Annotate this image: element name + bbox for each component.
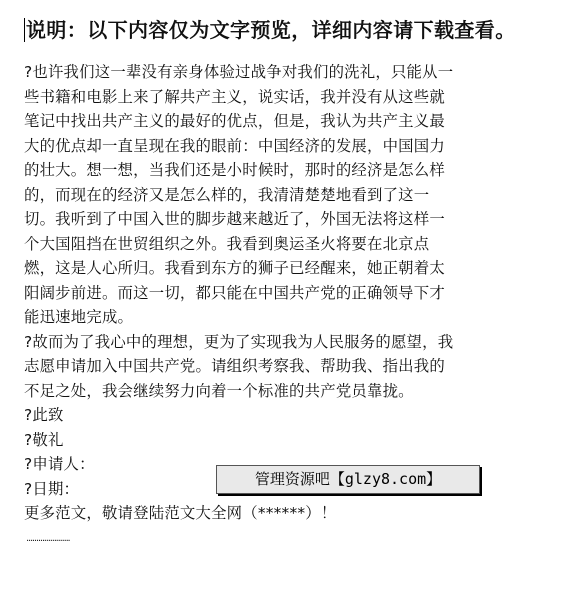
- body-line: 的壮大。想一想，当我们还是小时候时，那时的经济是怎么样: [24, 161, 445, 179]
- closing-line: ?此致: [24, 406, 64, 424]
- watermark-badge: 管理资源吧【glzy8.com】: [216, 465, 480, 494]
- text-cursor: [24, 18, 25, 42]
- applicant-line: ?申请人：: [24, 455, 95, 473]
- dotted-separator: ······················: [26, 536, 70, 547]
- body-line: 个大国阻挡在世贸组织之外。我看到奥运圣火将要在北京点: [24, 234, 430, 253]
- date-line: ?日期：: [24, 479, 80, 498]
- body-line: 些书籍和电影上来了解共产主义，说实话，我并没有从这些就: [24, 87, 445, 106]
- body-line: ?也许我们这一辈没有亲身体验过战争对我们的洗礼，只能从一: [24, 63, 454, 81]
- document-body: [24, 60, 554, 526]
- preview-notice-heading: 说明：以下内容仅为文字预览，详细内容请下载查看。: [26, 18, 516, 42]
- body-line: 不足之处，我会继续努力向着一个标准的共产党员靠拢。: [24, 381, 414, 400]
- closing-line: ?敬礼: [24, 430, 64, 449]
- more-samples-line: 更多范文，敬请登陆范文大全网（******）！: [24, 504, 337, 522]
- body-line: 笔记中找出共产主义的最好的优点，但是，我认为共产主义最: [24, 112, 445, 130]
- body-line: 大的优点却一直呈现在我的眼前：中国经济的发展，中国国力: [24, 136, 445, 155]
- body-line: 志愿申请加入中国共产党。请组织考察我、帮助我、指出我的: [24, 357, 445, 375]
- body-line: 能迅速地完成。: [24, 308, 134, 326]
- body-line: 的，而现在的经济又是怎么样的，我清清楚楚地看到了这一: [24, 185, 430, 204]
- body-line: 切。我听到了中国入世的脚步越来越近了，外国无法将这样一: [24, 210, 445, 228]
- body-line: ?故而为了我心中的理想，更为了实现我为人民服务的愿望，我: [24, 332, 454, 351]
- body-line: 阳阔步前进。而这一切，都只能在中国共产党的正确领导下才: [24, 283, 445, 302]
- body-line: 燃，这是人心所归。我看到东方的狮子已经醒来，她正朝着太: [24, 259, 445, 277]
